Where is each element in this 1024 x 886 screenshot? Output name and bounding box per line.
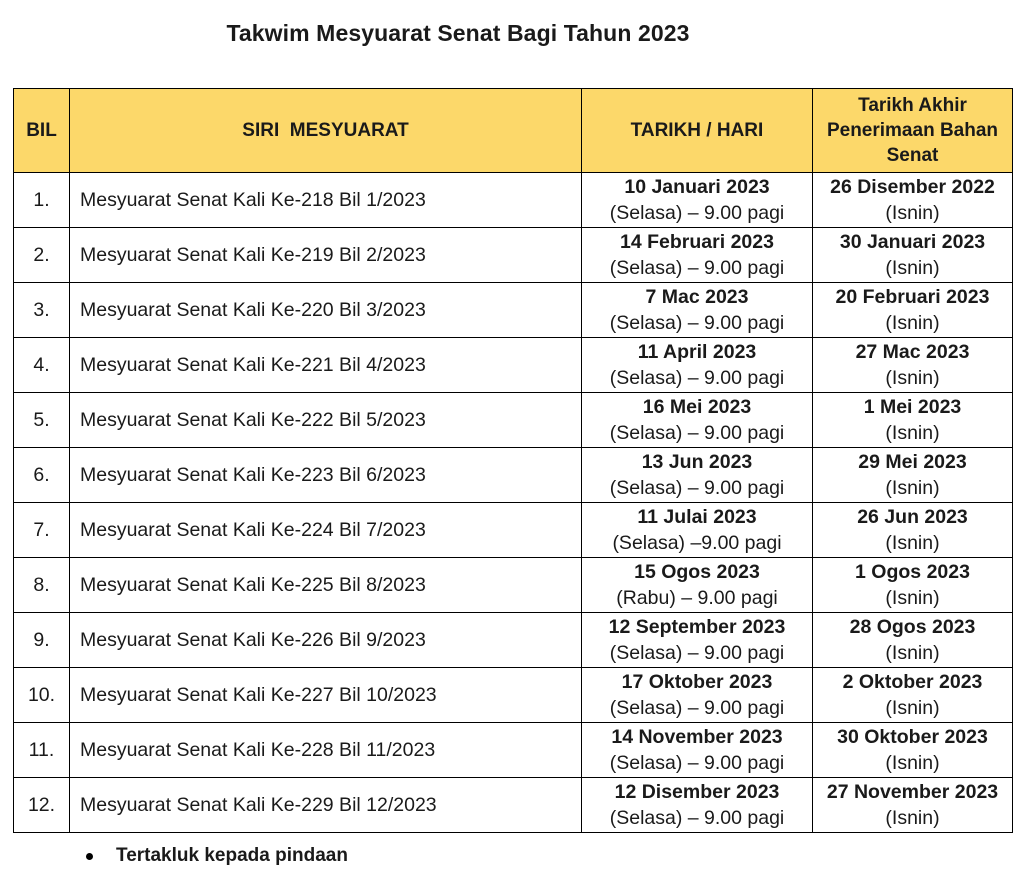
table-row [14, 778, 1013, 833]
deadline-cell [813, 503, 1013, 558]
meeting-date: 12 September 2023 [608, 616, 786, 638]
meeting-series: Mesyuarat Senat Kali Ke-225 Bil 8/2023 [70, 558, 582, 613]
row-number: 4. [14, 338, 70, 393]
meeting-date-cell [582, 338, 813, 393]
header-bil: BIL [14, 89, 70, 173]
meeting-day-time: (Selasa) – 9.00 pagi [609, 697, 785, 719]
meeting-date-cell [582, 393, 813, 448]
row-number: 5. [14, 393, 70, 448]
meeting-date: 16 Mei 2023 [642, 396, 752, 418]
meeting-date: 14 Februari 2023 [620, 231, 774, 253]
deadline-date: 30 Januari 2023 [839, 231, 986, 253]
deadline-day: (Isnin) [885, 422, 940, 444]
table-body [14, 173, 1013, 833]
deadline-cell [813, 558, 1013, 613]
meeting-series: Mesyuarat Senat Kali Ke-227 Bil 10/2023 [70, 668, 582, 723]
row-number: 6. [14, 448, 70, 503]
row-number: 1. [14, 173, 70, 228]
meeting-date-cell [582, 778, 813, 833]
deadline-cell [813, 613, 1013, 668]
meeting-date-cell [582, 723, 813, 778]
meeting-date-cell [582, 283, 813, 338]
table-row [14, 283, 1013, 338]
deadline-day: (Isnin) [885, 312, 940, 334]
table-row [14, 613, 1013, 668]
meeting-series: Mesyuarat Senat Kali Ke-221 Bil 4/2023 [70, 338, 582, 393]
meeting-date-cell [582, 668, 813, 723]
row-number: 2. [14, 228, 70, 283]
deadline-date: 26 Jun 2023 [857, 506, 968, 528]
deadline-cell [813, 778, 1013, 833]
deadline-date: 27 November 2023 [826, 781, 999, 803]
deadline-cell [813, 448, 1013, 503]
deadline-cell [813, 228, 1013, 283]
deadline-day: (Isnin) [885, 697, 940, 719]
meeting-series: Mesyuarat Senat Kali Ke-220 Bil 3/2023 [70, 283, 582, 338]
footnote-text: Tertakluk kepada pindaan [116, 845, 348, 866]
meeting-day-time: (Selasa) – 9.00 pagi [609, 807, 785, 829]
meeting-date-cell [582, 503, 813, 558]
deadline-cell [813, 173, 1013, 228]
meeting-date: 11 April 2023 [637, 341, 757, 363]
row-number: 3. [14, 283, 70, 338]
deadline-date: 27 Mac 2023 [855, 341, 970, 363]
table-row [14, 558, 1013, 613]
meeting-date: 13 Jun 2023 [641, 451, 753, 473]
meeting-series: Mesyuarat Senat Kali Ke-218 Bil 1/2023 [70, 173, 582, 228]
meeting-date: 15 Ogos 2023 [634, 561, 760, 583]
deadline-date: 28 Ogos 2023 [849, 616, 976, 638]
table-row [14, 338, 1013, 393]
meeting-date-cell [582, 558, 813, 613]
bullet-icon [86, 853, 93, 860]
table-header-row [14, 89, 1013, 173]
header-tarikh-akhir: Tarikh Akhir Penerimaan Bahan Senat [813, 89, 1013, 173]
meeting-day-time: (Rabu) – 9.00 pagi [616, 587, 778, 609]
meeting-day-time: (Selasa) – 9.00 pagi [609, 257, 785, 279]
deadline-date: 30 Oktober 2023 [837, 726, 988, 748]
table-row [14, 723, 1013, 778]
meeting-day-time: (Selasa) – 9.00 pagi [609, 312, 785, 334]
meeting-date: 12 Disember 2023 [614, 781, 780, 803]
meeting-series: Mesyuarat Senat Kali Ke-224 Bil 7/2023 [70, 503, 582, 558]
meeting-series: Mesyuarat Senat Kali Ke-223 Bil 6/2023 [70, 448, 582, 503]
table-row [14, 393, 1013, 448]
meeting-series: Mesyuarat Senat Kali Ke-219 Bil 2/2023 [70, 228, 582, 283]
deadline-day: (Isnin) [885, 642, 940, 664]
meeting-date: 17 Oktober 2023 [621, 671, 773, 693]
deadline-day: (Isnin) [885, 202, 940, 224]
meeting-day-time: (Selasa) – 9.00 pagi [609, 642, 785, 664]
deadline-date: 29 Mei 2023 [858, 451, 967, 473]
table-row [14, 173, 1013, 228]
row-number: 7. [14, 503, 70, 558]
deadline-date: 1 Ogos 2023 [855, 561, 970, 583]
meeting-schedule-table [13, 88, 1013, 833]
meeting-day-time: (Selasa) – 9.00 pagi [609, 422, 785, 444]
meeting-date-cell [582, 448, 813, 503]
meeting-date: 7 Mac 2023 [645, 286, 749, 308]
meeting-day-time: (Selasa) –9.00 pagi [612, 532, 782, 554]
meeting-date: 11 Julai 2023 [637, 506, 757, 528]
row-number: 9. [14, 613, 70, 668]
table-row [14, 448, 1013, 503]
meeting-date-cell [582, 173, 813, 228]
deadline-day: (Isnin) [885, 257, 940, 279]
meeting-series: Mesyuarat Senat Kali Ke-222 Bil 5/2023 [70, 393, 582, 448]
meeting-series: Mesyuarat Senat Kali Ke-226 Bil 9/2023 [70, 613, 582, 668]
deadline-cell [813, 723, 1013, 778]
meeting-day-time: (Selasa) – 9.00 pagi [609, 477, 785, 499]
meeting-date: 14 November 2023 [611, 726, 783, 748]
footnote [86, 845, 348, 867]
meeting-day-time: (Selasa) – 9.00 pagi [609, 202, 785, 224]
meeting-day-time: (Selasa) – 9.00 pagi [609, 367, 785, 389]
deadline-day: (Isnin) [885, 367, 940, 389]
meeting-series: Mesyuarat Senat Kali Ke-229 Bil 12/2023 [70, 778, 582, 833]
deadline-date: 20 Februari 2023 [835, 286, 990, 308]
deadline-day: (Isnin) [885, 532, 940, 554]
row-number: 10. [14, 668, 70, 723]
deadline-date: 1 Mei 2023 [863, 396, 962, 418]
meeting-date-cell [582, 228, 813, 283]
page-title: Takwim Mesyuarat Senat Bagi Tahun 2023 [226, 20, 690, 46]
deadline-day: (Isnin) [885, 752, 940, 774]
table-row [14, 668, 1013, 723]
deadline-date: 2 Oktober 2023 [842, 671, 983, 693]
meeting-series: Mesyuarat Senat Kali Ke-228 Bil 11/2023 [70, 723, 582, 778]
header-siri-mesyuarat: SIRI MESYUARAT [70, 89, 582, 173]
deadline-cell [813, 283, 1013, 338]
deadline-day: (Isnin) [885, 477, 940, 499]
meeting-date-cell [582, 613, 813, 668]
meeting-day-time: (Selasa) – 9.00 pagi [609, 752, 785, 774]
meeting-date: 10 Januari 2023 [624, 176, 770, 198]
table-row [14, 503, 1013, 558]
deadline-day: (Isnin) [885, 587, 940, 609]
deadline-date: 26 Disember 2022 [830, 176, 995, 198]
deadline-cell [813, 393, 1013, 448]
row-number: 12. [14, 778, 70, 833]
row-number: 11. [14, 723, 70, 778]
deadline-cell [813, 668, 1013, 723]
table-row [14, 228, 1013, 283]
deadline-cell [813, 338, 1013, 393]
deadline-day: (Isnin) [885, 807, 940, 829]
header-tarikh-hari: TARIKH / HARI [582, 89, 813, 173]
row-number: 8. [14, 558, 70, 613]
